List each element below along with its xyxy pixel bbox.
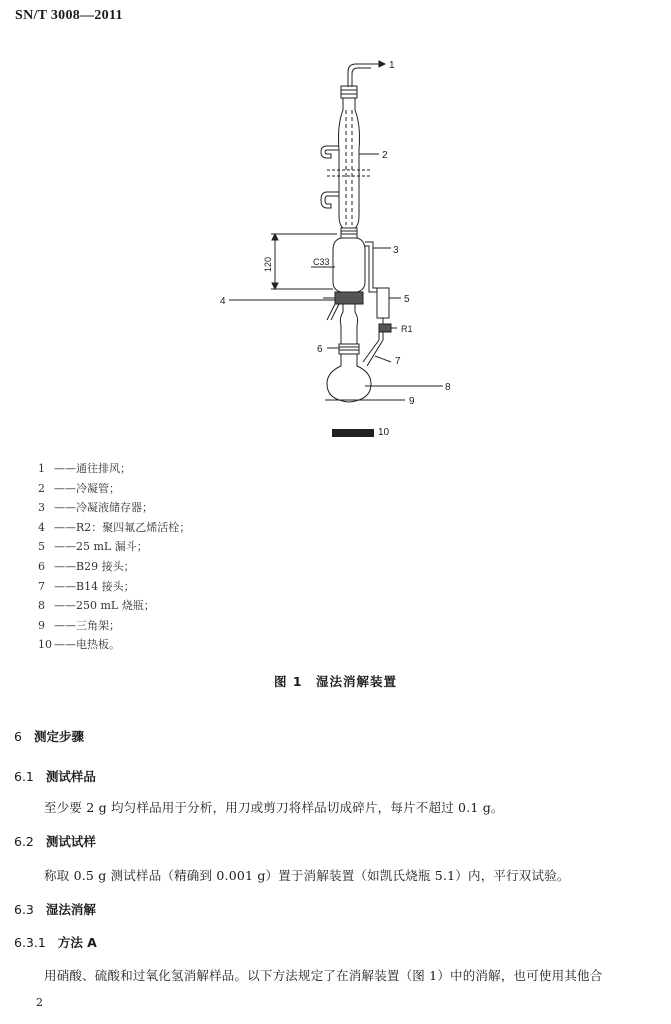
stopcock-r2 (335, 292, 363, 304)
label-6: 6 (317, 344, 323, 355)
label-10: 10 (378, 427, 390, 438)
digestion-apparatus-figure (215, 50, 451, 415)
standard-number: SN/T 3008—2011 (15, 8, 123, 23)
section-6-2-text: 称取 0.5 g 测试样品（精确到 0.001 g）置于消解装置（如凯氏烧瓶 5.1）内，平行双试验。 (44, 868, 570, 883)
page-number: 2 (36, 996, 43, 1009)
legend-item: 1 ——通往排风； (38, 462, 131, 475)
hot-plate-marker (332, 429, 374, 437)
section-6-3-heading: 6.3 湿法消解 (14, 902, 96, 917)
legend-item: 9 ——三角架； (38, 618, 120, 632)
label-7: 7 (395, 356, 401, 367)
label-8: 8 (445, 382, 451, 393)
section-6-1-text: 至少要 2 g 均匀样品用于分析，用刀或剪刀将样品切成碎片，每片不超过 0.1 g。 (44, 800, 504, 815)
legend-item: 8 ——250 mL 烧瓶； (38, 599, 155, 613)
condensate-reservoir (333, 238, 365, 292)
funnel (377, 288, 389, 318)
exhaust-tube (348, 64, 371, 87)
dimension-label: 120 (263, 256, 273, 272)
label-3: 3 (393, 245, 399, 256)
section-6-3-1-text: 用硝酸、硫酸和过氧化氢消解样品。以下方法规定了在消解装置（图 1）中的消解，也可使用其他合 (44, 968, 603, 983)
water-outlet (321, 146, 339, 158)
legend-item: 5 ——25 mL 漏斗； (38, 540, 148, 554)
figure-legend (38, 459, 190, 655)
legend-item: 2 ——冷凝管； (38, 481, 120, 495)
leader-line-7 (375, 356, 391, 362)
label-4: 4 (220, 296, 226, 307)
b14-tube (363, 332, 383, 366)
section-6-3-1-heading: 6.3.1 方法 A (14, 935, 97, 950)
label-9: 9 (409, 396, 415, 407)
flask (327, 354, 371, 402)
section-6-heading: 6 测定步骤 (14, 729, 84, 744)
legend-item: 3 ——冷凝液储存器； (38, 501, 153, 515)
label-2: 2 (382, 150, 388, 161)
condenser (339, 98, 360, 228)
side-arm (365, 242, 377, 292)
valve-r1 (379, 324, 391, 332)
b29-joint (339, 344, 359, 354)
legend-item: 4 ——R2：聚四氟乙烯活栓； (38, 520, 191, 534)
label-5: 5 (404, 294, 410, 305)
legend-item: 10 ——电热板。 (38, 638, 120, 652)
legend-item: 6 ——B29 接头； (38, 559, 135, 573)
section-6-1-heading: 6.1 测试样品 (14, 769, 96, 784)
arrow-1 (379, 61, 385, 67)
section-6-2-heading: 6.2 测试试样 (14, 834, 96, 849)
figure-title: 图 1 湿法消解装置 (273, 674, 398, 689)
condenser-top-joint (341, 86, 357, 98)
label-1: 1 (389, 60, 395, 71)
joint-label-c33: C33 (313, 257, 330, 267)
water-inlet (321, 192, 339, 208)
label-r1: R1 (401, 324, 413, 334)
legend-item: 7 ——B14 接头； (38, 579, 135, 593)
